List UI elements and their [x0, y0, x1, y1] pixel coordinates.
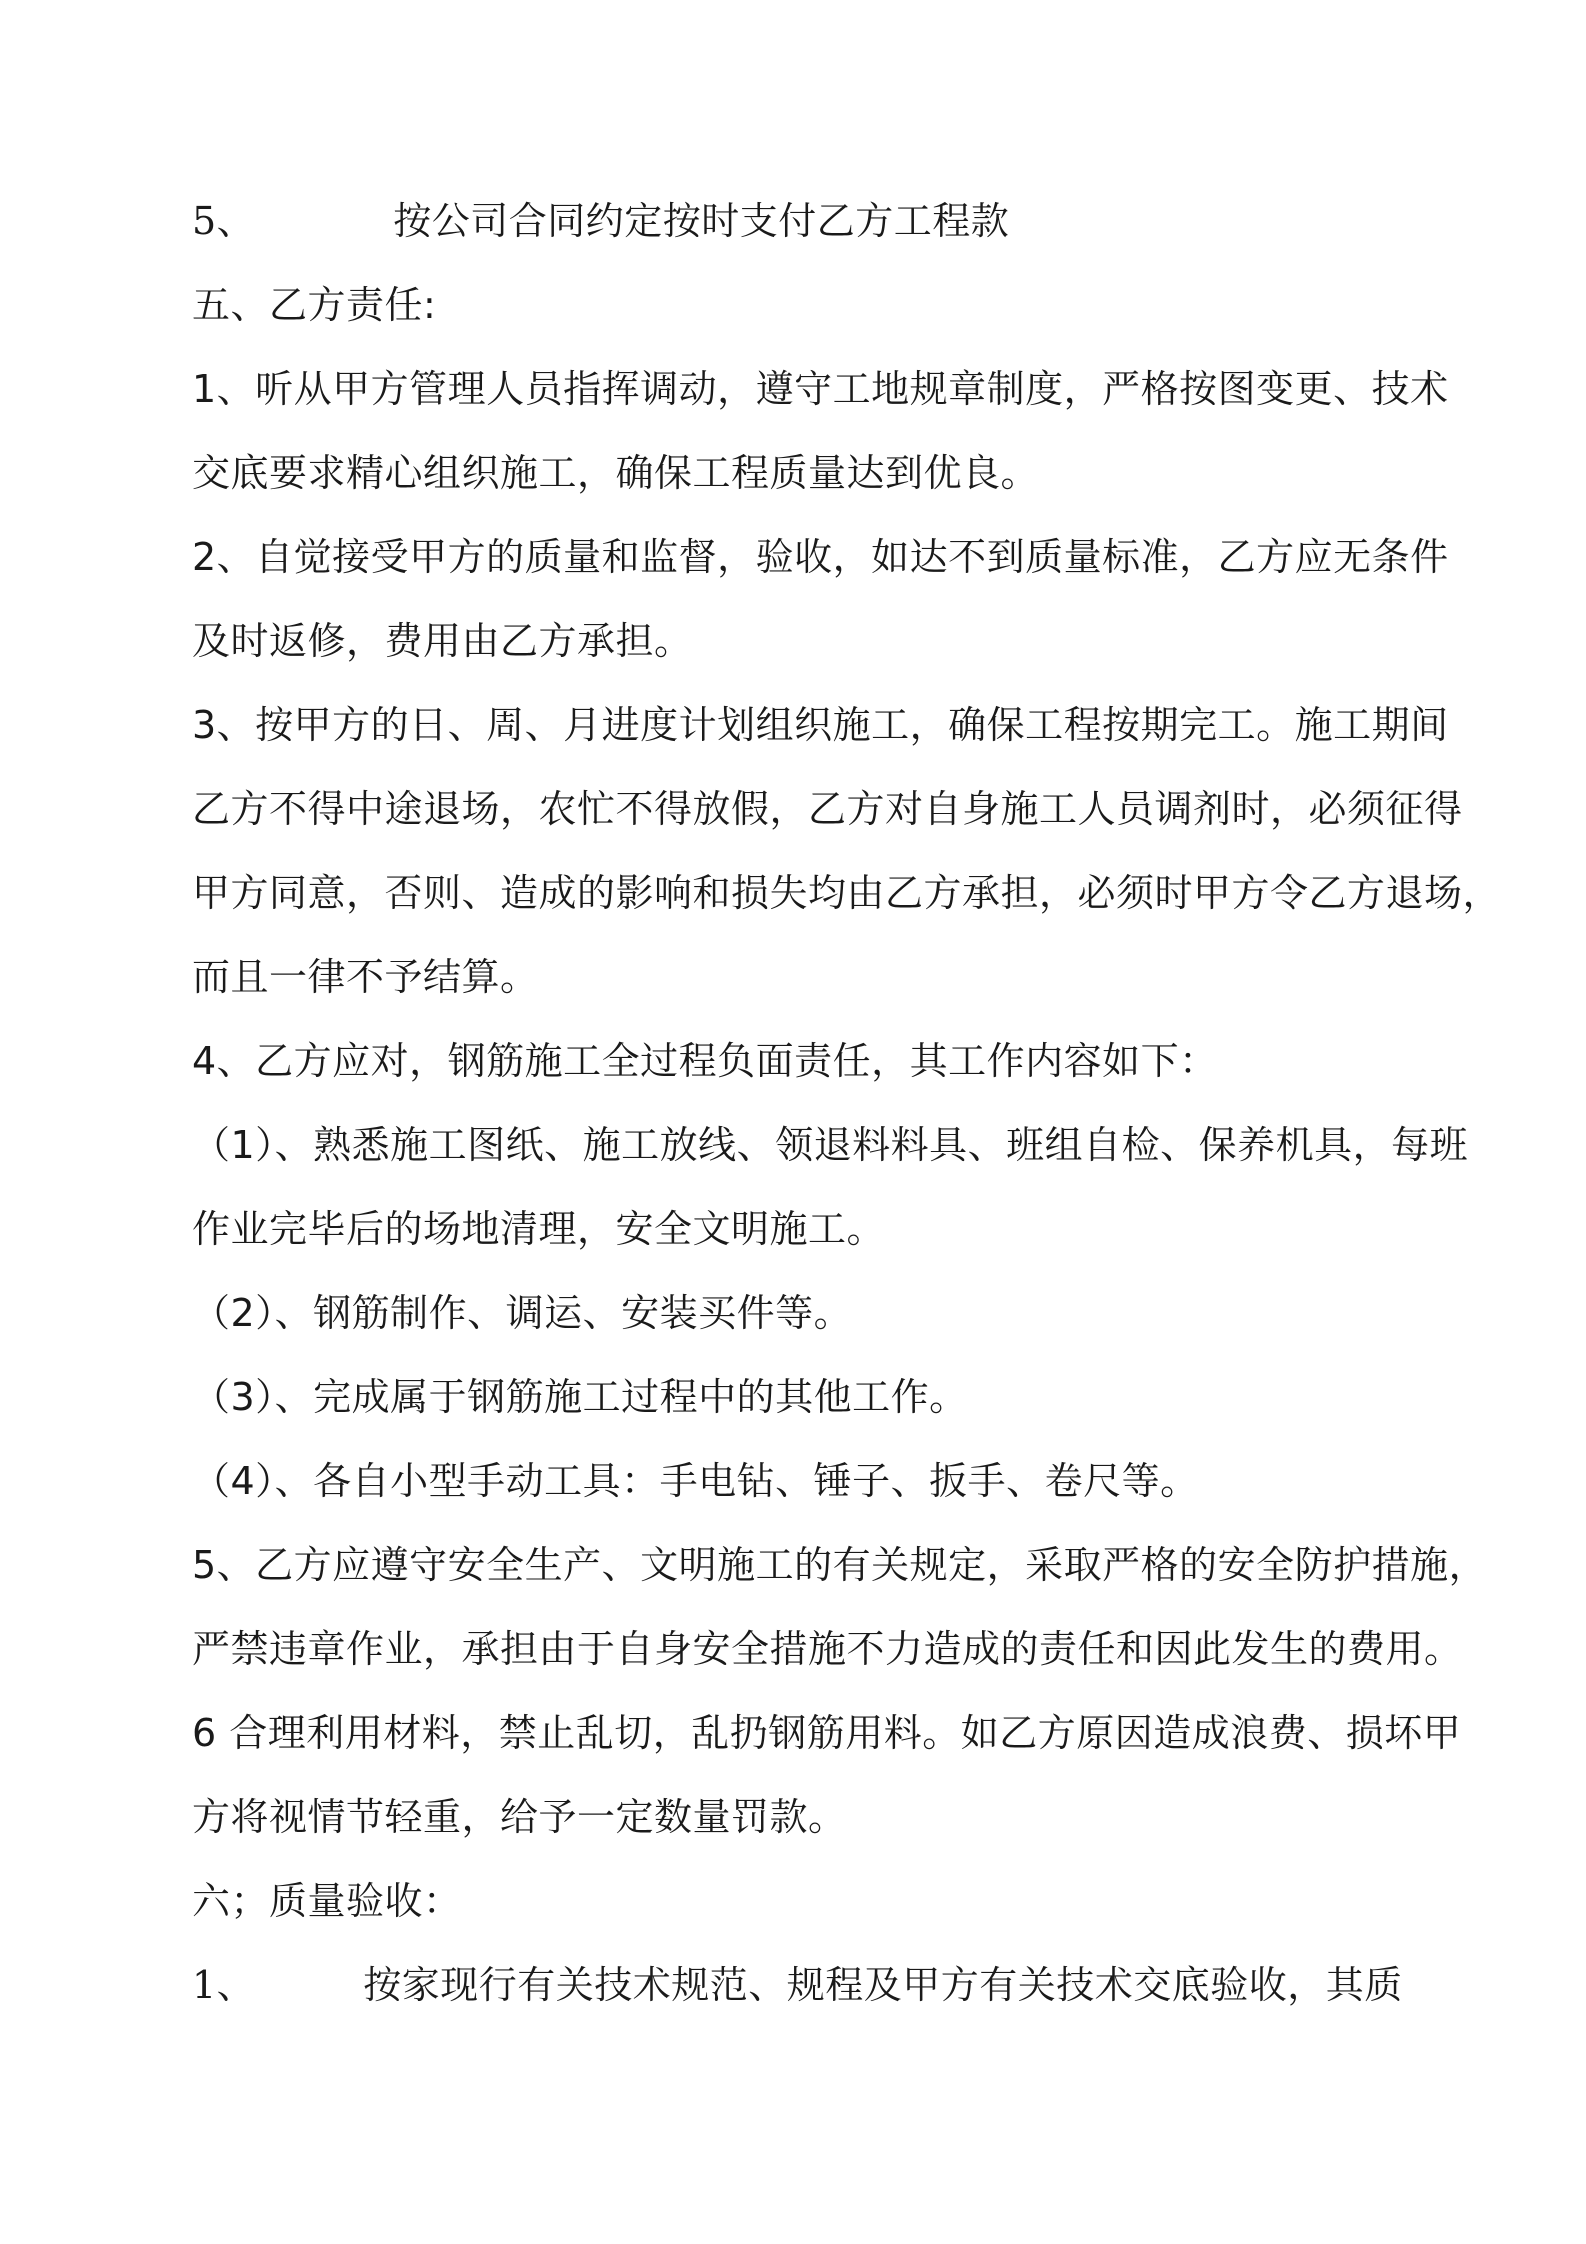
paragraph-line: 及时返修，费用由乙方承担。 — [192, 619, 693, 663]
clause-number: 5、 — [192, 199, 256, 243]
paragraph-line: 6 合理利用材料，禁止乱切，乱扔钢筋用料。如乙方原因造成浪费、损坏甲 — [192, 1711, 1462, 1755]
clause-1-acceptance — [192, 1960, 1403, 2010]
clause-text: 按家现行有关技术规范、规程及甲方有关技术交底验收，其质 — [363, 1963, 1403, 2007]
paragraph-line: 1、听从甲方管理人员指挥调动，遵守工地规章制度，严格按图变更、技术 — [192, 367, 1449, 411]
paragraph-line: 交底要求精心组织施工，确保工程质量达到优良。 — [192, 451, 1040, 495]
clause-number: 1、 — [192, 1963, 256, 2007]
paragraph-line: 而且一律不予结算。 — [192, 955, 539, 999]
section-heading-5: 五、乙方责任: — [192, 283, 437, 327]
sub-item-line: （2）、钢筋制作、调运、安装买件等。 — [192, 1291, 853, 1335]
paragraph-line: 作业完毕后的场地清理，安全文明施工。 — [192, 1207, 886, 1251]
paragraph-line: 乙方不得中途退场，农忙不得放假，乙方对自身施工人员调剂时，必须征得 — [192, 787, 1463, 831]
sub-item-line: （1）、熟悉施工图纸、施工放线、领退料料具、班组自检、保养机具，每班 — [192, 1123, 1469, 1167]
sub-item-line: （4）、各自小型手动工具：手电钻、锤子、扳手、卷尺等。 — [192, 1459, 1199, 1503]
paragraph-line: 甲方同意，否则、造成的影响和损失均由乙方承担，必须时甲方令乙方退场， — [192, 871, 1502, 915]
clause-5-payment — [192, 196, 1009, 246]
paragraph-line: 2、自觉接受甲方的质量和监督，验收，如达不到质量标准，乙方应无条件 — [192, 535, 1449, 579]
paragraph-line: 5、乙方应遵守安全生产、文明施工的有关规定，采取严格的安全防护措施， — [192, 1543, 1488, 1587]
paragraph-line: 方将视情节轻重，给予一定数量罚款。 — [192, 1795, 847, 1839]
paragraph-line: 4、乙方应对，钢筋施工全过程负面责任，其工作内容如下： — [192, 1039, 1218, 1083]
clause-text: 按公司合同约定按时支付乙方工程款 — [393, 199, 1010, 243]
section-heading-6: 六；质量验收： — [192, 1879, 462, 1923]
paragraph-line: 严禁违章作业，承担由于自身安全措施不力造成的责任和因此发生的费用。 — [192, 1627, 1463, 1671]
sub-item-line: （3）、完成属于钢筋施工过程中的其他工作。 — [192, 1375, 968, 1419]
paragraph-line: 3、按甲方的日、周、月进度计划组织施工，确保工程按期完工。施工期间 — [192, 703, 1449, 747]
